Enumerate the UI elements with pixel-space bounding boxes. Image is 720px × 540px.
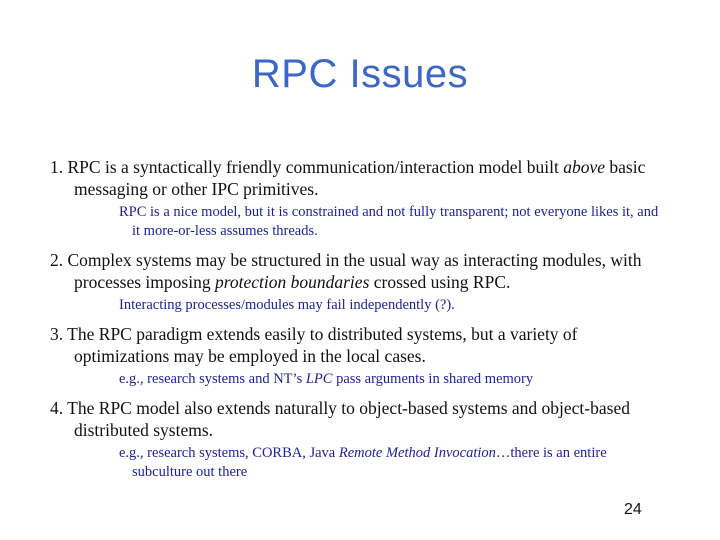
issue-list: [50, 156, 660, 482]
issue-3-note-end: pass arguments in shared memory: [332, 371, 534, 387]
issue-3-note-emphasis: LPC: [305, 371, 333, 387]
issue-1-text-end: basic messaging or other IPC primitives.: [74, 157, 646, 199]
issue-2-text: [50, 249, 660, 293]
issue-3-note-text: e.g., research systems and NT’s: [119, 371, 306, 387]
issue-1-emphasis: above: [563, 157, 606, 177]
issue-1-note-text: RPC is a nice model, but it is constrained and not fully transparent; not everyone likes it, and it more-or-less assumes threads.: [119, 204, 659, 239]
issue-4-note-text: e.g., research systems, CORBA, Java: [119, 445, 339, 461]
slide-title: RPC Issues: [251, 52, 469, 96]
issue-4-text-start: 4. The RPC model also extends naturally to object-based systems and object-based distributed systems.: [50, 398, 630, 440]
issue-2-note: [119, 296, 660, 315]
issue-4-note: [119, 444, 660, 482]
issue-4-note-end: …there is an entire subculture out there: [132, 445, 607, 480]
page-number: 24: [624, 502, 642, 514]
issue-3-text-start: 3. The RPC paradigm extends easily to distributed systems, but a variety of optimizations may be employed in the local cases.: [50, 324, 578, 366]
issue-4-note-emphasis: Remote Method Invocation: [338, 445, 496, 461]
issue-1-note: [119, 203, 660, 241]
issue-4-text: [50, 397, 660, 441]
issue-2-text-start: 2. Complex systems may be structured in the usual way as interacting modules, with processes imposing: [50, 250, 642, 292]
issue-2-emphasis: protection boundaries: [214, 272, 370, 292]
issue-1-text: [50, 156, 660, 200]
issue-3-note: [119, 370, 660, 389]
issue-2-text-end: crossed using RPC.: [369, 272, 511, 292]
issue-3-text: [50, 323, 660, 367]
issue-2-note-text: Interacting processes/modules may fail independently (?).: [119, 297, 455, 313]
issue-1-text-start: 1. RPC is a syntactically friendly communication/interaction model built: [50, 157, 564, 177]
